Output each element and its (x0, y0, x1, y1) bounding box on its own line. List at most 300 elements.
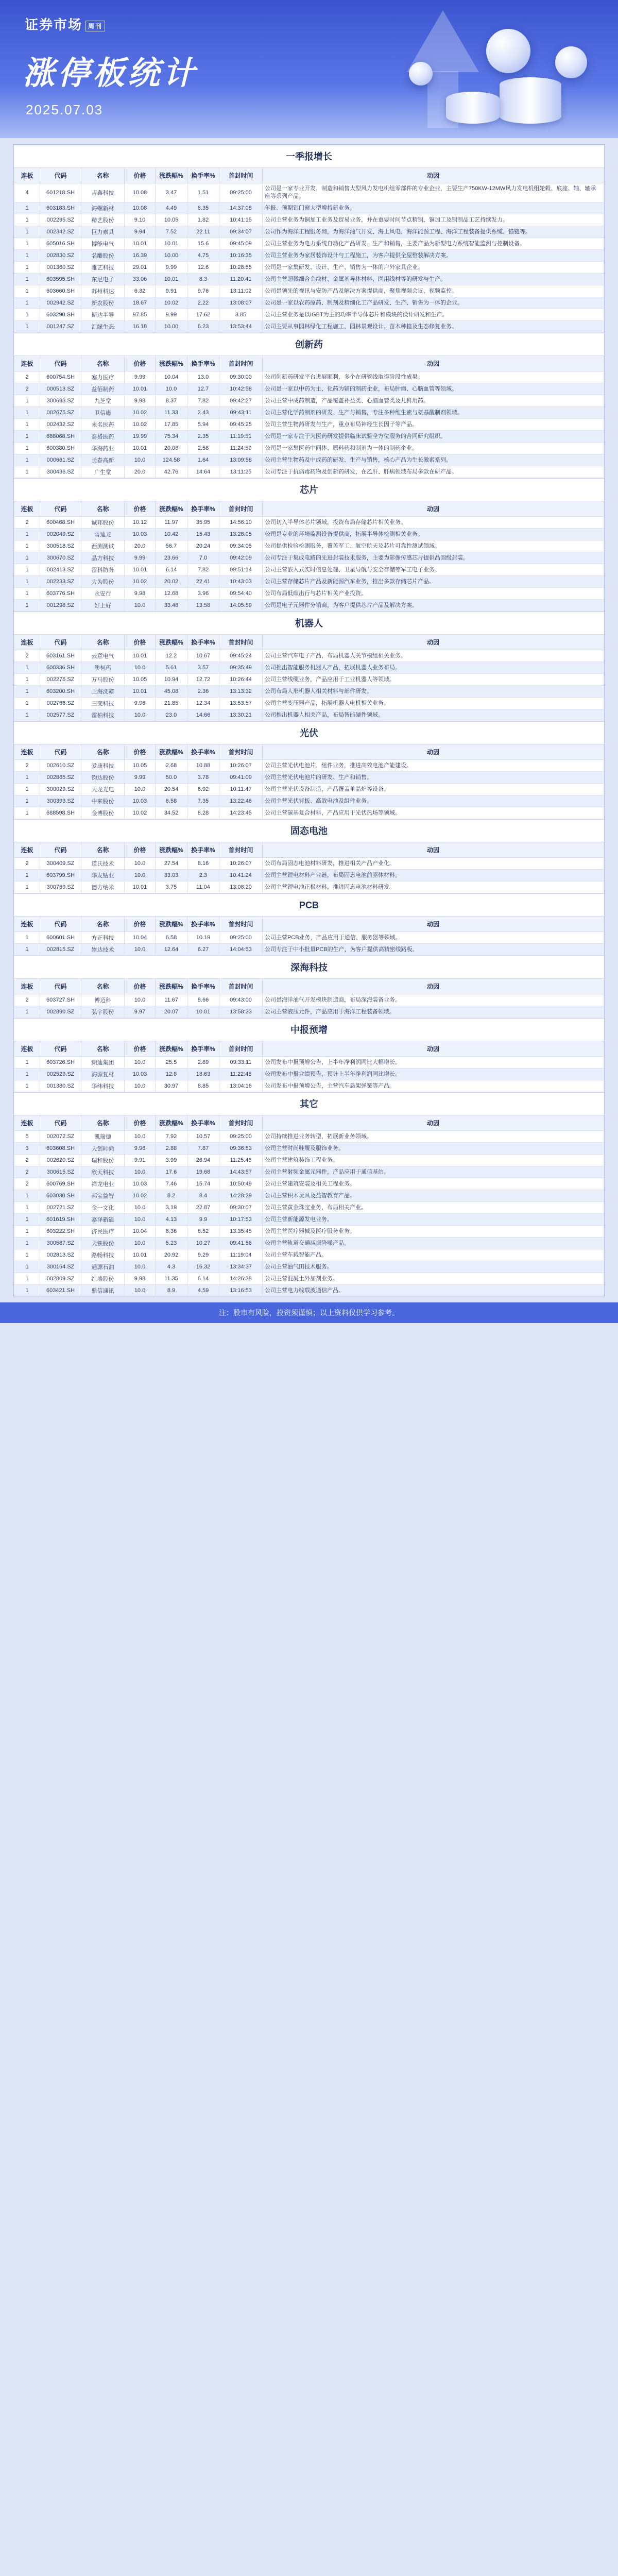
column-header: 价格 (125, 356, 156, 371)
name-cell: 精艺股份 (81, 214, 125, 226)
reason-cell: 公司主营新能源发电业务。 (263, 1214, 604, 1226)
seal-time-cell: 09:54:40 (219, 588, 263, 600)
change-cell: 20.07 (156, 1006, 187, 1018)
code-cell: 002529.SZ (40, 1069, 81, 1080)
price-cell: 10.02 (125, 407, 156, 419)
table-row (14, 760, 604, 772)
turnover-cell: 9.29 (187, 1249, 219, 1261)
reason-cell: 年报、预期铝门窗大型增持新业务。 (263, 202, 604, 214)
reason-cell: 公司主营中成药制造，产品覆盖补益类、心脑血管类及儿科用药。 (263, 395, 604, 407)
code-cell: 001360.SZ (40, 262, 81, 274)
table-header-row (14, 744, 604, 760)
code-cell: 600336.SH (40, 662, 81, 674)
streak-cell: 1 (14, 214, 40, 226)
reason-cell: 公司专注于抗病毒药物及创新药研发，在乙肝、肝病领域布局多款在研产品。 (263, 466, 604, 478)
seal-time-cell: 09:51:14 (219, 564, 263, 576)
change-cell: 7.46 (156, 1178, 187, 1190)
seal-time-cell: 10:43:03 (219, 576, 263, 588)
code-cell: 603726.SH (40, 1057, 81, 1069)
reason-cell: 公司提供检验检测服务，覆盖军工、航空航天及芯片可靠性测试领域。 (263, 540, 604, 552)
change-cell: 3.47 (156, 183, 187, 202)
turnover-cell: 10.88 (187, 760, 219, 772)
seal-time-cell: 09:43:11 (219, 407, 263, 419)
seal-time-cell: 14:56:10 (219, 517, 263, 529)
seal-time-cell: 13:09:58 (219, 454, 263, 466)
price-cell: 10.02 (125, 807, 156, 819)
name-cell: 凯瑞德 (81, 1131, 125, 1143)
change-cell: 23.0 (156, 709, 187, 721)
column-header: 动因 (263, 356, 604, 371)
table-row (14, 529, 604, 540)
column-header: 连板 (14, 1041, 40, 1057)
code-cell: 600601.SH (40, 932, 81, 944)
code-cell: 688598.SH (40, 807, 81, 819)
name-cell: 永安行 (81, 588, 125, 600)
code-cell: 002766.SZ (40, 698, 81, 709)
limit-up-table (14, 1041, 604, 1092)
name-cell: 吉鑫科技 (81, 183, 125, 202)
turnover-cell: 4.75 (187, 250, 219, 262)
streak-cell: 1 (14, 202, 40, 214)
table-row (14, 994, 604, 1006)
turnover-cell: 1.51 (187, 183, 219, 202)
change-cell: 8.2 (156, 1190, 187, 1202)
reason-cell: 公司布局低碳出行与芯片相关产业投资。 (263, 588, 604, 600)
sector-section (14, 956, 604, 1018)
streak-cell: 1 (14, 807, 40, 819)
reason-cell: 公司是专业的环境监测设备提供商，拓展半导体检测相关业务。 (263, 529, 604, 540)
price-cell: 10.01 (125, 650, 156, 662)
seal-time-cell: 13:28:05 (219, 529, 263, 540)
column-header: 连板 (14, 744, 40, 760)
coin-stack-graphic (446, 92, 500, 124)
seal-time-cell: 13:13:32 (219, 686, 263, 698)
column-header: 换手率% (187, 842, 219, 858)
change-cell: 6.36 (156, 1226, 187, 1238)
name-cell: 雪迪龙 (81, 529, 125, 540)
seal-time-cell: 09:42:27 (219, 395, 263, 407)
turnover-cell: 3.78 (187, 772, 219, 784)
price-cell: 10.02 (125, 419, 156, 431)
reason-cell: 公司主营光伏电池片、组件业务，推进高效电池产能建设。 (263, 760, 604, 772)
turnover-cell: 6.23 (187, 321, 219, 333)
table-row (14, 285, 604, 297)
section-title: PCB (14, 893, 604, 916)
turnover-cell: 8.3 (187, 274, 219, 285)
change-cell: 33.48 (156, 600, 187, 612)
name-cell: 博迈科 (81, 994, 125, 1006)
price-cell: 97.85 (125, 309, 156, 321)
name-cell: 华友钴业 (81, 870, 125, 882)
turnover-cell: 2.22 (187, 297, 219, 309)
risk-disclaimer: 注：股市有风险，投资须谨慎；以上资料仅供学习参考。 (0, 1302, 618, 1323)
column-header: 首封时间 (219, 635, 263, 650)
name-cell: 方正科技 (81, 932, 125, 944)
code-cell: 603660.SH (40, 285, 81, 297)
column-header: 首封时间 (219, 168, 263, 183)
seal-time-cell: 09:36:53 (219, 1143, 263, 1155)
table-row (14, 407, 604, 419)
column-header: 涨跌幅% (156, 501, 187, 517)
code-cell: 600468.SH (40, 517, 81, 529)
column-header: 名称 (81, 979, 125, 994)
column-header: 动因 (263, 744, 604, 760)
streak-cell: 2 (14, 760, 40, 772)
change-cell: 2.88 (156, 1143, 187, 1155)
change-cell: 3.99 (156, 1155, 187, 1166)
change-cell: 17.85 (156, 419, 187, 431)
column-header: 名称 (81, 744, 125, 760)
streak-cell: 1 (14, 274, 40, 285)
table-row (14, 686, 604, 698)
column-header: 价格 (125, 917, 156, 932)
table-header-row (14, 1115, 604, 1131)
reason-cell: 公司主营轨道交通减振降噪产品。 (263, 1238, 604, 1249)
streak-cell: 1 (14, 529, 40, 540)
column-header: 名称 (81, 356, 125, 371)
code-cell: 300393.SZ (40, 795, 81, 807)
streak-cell: 1 (14, 784, 40, 795)
code-cell: 002809.SZ (40, 1273, 81, 1285)
reason-cell: 公司主营车载智能产品。 (263, 1249, 604, 1261)
name-cell: 雷柏科技 (81, 709, 125, 721)
code-cell: 300670.SZ (40, 552, 81, 564)
change-cell: 8.37 (156, 395, 187, 407)
table-row (14, 709, 604, 721)
price-cell: 10.0 (125, 1285, 156, 1297)
seal-time-cell: 11:25:46 (219, 1155, 263, 1166)
price-cell: 9.97 (125, 1006, 156, 1018)
name-cell: 钧达股份 (81, 772, 125, 784)
table-row (14, 784, 604, 795)
column-header: 连板 (14, 842, 40, 858)
name-cell: 博能电气 (81, 238, 125, 250)
price-cell: 10.0 (125, 600, 156, 612)
price-cell: 10.0 (125, 1238, 156, 1249)
table-header-row (14, 1041, 604, 1057)
table-row (14, 564, 604, 576)
brand-badge: 周刊 (85, 21, 105, 31)
change-cell: 11.97 (156, 517, 187, 529)
seal-time-cell: 11:24:59 (219, 443, 263, 454)
change-cell: 9.91 (156, 285, 187, 297)
streak-cell: 2 (14, 517, 40, 529)
name-cell: 爱康科技 (81, 760, 125, 772)
turnover-cell: 22.11 (187, 226, 219, 238)
name-cell: 广生堂 (81, 466, 125, 478)
turnover-cell: 10.19 (187, 932, 219, 944)
table-header-row (14, 356, 604, 371)
column-header: 动因 (263, 168, 604, 183)
seal-time-cell: 11:22:48 (219, 1069, 263, 1080)
seal-time-cell: 10:11:47 (219, 784, 263, 795)
coin-graphic (555, 46, 587, 78)
table-row (14, 1178, 604, 1190)
table-row (14, 1202, 604, 1214)
name-cell: 未名医药 (81, 419, 125, 431)
table-row (14, 576, 604, 588)
reason-cell: 公司主营电力线载波通信产品。 (263, 1285, 604, 1297)
change-cell: 10.01 (156, 238, 187, 250)
seal-time-cell: 14:26:38 (219, 1273, 263, 1285)
streak-cell: 2 (14, 858, 40, 870)
page-bottom-padding (0, 1323, 618, 1334)
column-header: 换手率% (187, 1041, 219, 1057)
code-cell: 603776.SH (40, 588, 81, 600)
turnover-cell: 7.87 (187, 1143, 219, 1155)
reason-cell: 公司主营化学药制剂的研发、生产与销售，专注多种维生素与氨基酸制剂领域。 (263, 407, 604, 419)
price-cell: 10.0 (125, 1214, 156, 1226)
seal-time-cell: 13:16:53 (219, 1285, 263, 1297)
reason-cell: 公司持续推进业务转型，拓展新业务领域。 (263, 1131, 604, 1143)
change-cell: 10.00 (156, 321, 187, 333)
name-cell: 大为股份 (81, 576, 125, 588)
price-cell: 9.96 (125, 1143, 156, 1155)
change-cell: 42.76 (156, 466, 187, 478)
table-row (14, 1190, 604, 1202)
column-header: 代码 (40, 635, 81, 650)
streak-cell: 1 (14, 1190, 40, 1202)
reason-cell: 公司主营锂电材料产业链，布局固态电池前驱体材料。 (263, 870, 604, 882)
seal-time-cell: 10:26:07 (219, 858, 263, 870)
price-cell: 9.99 (125, 772, 156, 784)
turnover-cell: 13.58 (187, 600, 219, 612)
streak-cell: 1 (14, 674, 40, 686)
price-cell: 10.02 (125, 576, 156, 588)
column-header: 动因 (263, 842, 604, 858)
code-cell: 002276.SZ (40, 674, 81, 686)
code-cell: 002295.SZ (40, 214, 81, 226)
table-row (14, 807, 604, 819)
code-cell: 002233.SZ (40, 576, 81, 588)
reason-cell: 公司创新药研发平台进展顺利，多个在研管线取得阶段性成果。 (263, 371, 604, 383)
code-cell: 002342.SZ (40, 226, 81, 238)
turnover-cell: 8.16 (187, 858, 219, 870)
change-cell: 12.68 (156, 588, 187, 600)
column-header: 涨跌幅% (156, 356, 187, 371)
name-cell: 朗迪集团 (81, 1057, 125, 1069)
change-cell: 9.99 (156, 309, 187, 321)
reason-cell: 公司主营业务为铜加工业务及贸易业务，并在重要时间节点精铜、铜加工及铜制品工艺持续发力。 (263, 214, 604, 226)
code-cell: 002865.SZ (40, 772, 81, 784)
streak-cell: 5 (14, 1131, 40, 1143)
seal-time-cell: 10:17:53 (219, 1214, 263, 1226)
change-cell: 20.54 (156, 784, 187, 795)
streak-cell: 1 (14, 1273, 40, 1285)
column-header: 价格 (125, 501, 156, 517)
turnover-cell: 1.82 (187, 214, 219, 226)
table-row (14, 540, 604, 552)
price-cell: 10.08 (125, 183, 156, 202)
column-header: 首封时间 (219, 744, 263, 760)
streak-cell: 1 (14, 262, 40, 274)
name-cell: 红墙股份 (81, 1273, 125, 1285)
turnover-cell: 4.59 (187, 1285, 219, 1297)
code-cell: 002620.SZ (40, 1155, 81, 1166)
code-cell: 000513.SZ (40, 383, 81, 395)
price-cell: 29.01 (125, 262, 156, 274)
table-header-row (14, 842, 604, 858)
streak-cell: 2 (14, 1178, 40, 1190)
code-cell: 300164.SZ (40, 1261, 81, 1273)
code-cell: 603799.SH (40, 870, 81, 882)
name-cell: 汇绿生态 (81, 321, 125, 333)
reason-cell: 公司专注于中小批量PCB的生产，为客户提供高精密线路板。 (263, 944, 604, 956)
change-cell: 10.01 (156, 274, 187, 285)
price-cell: 33.06 (125, 274, 156, 285)
change-cell: 21.85 (156, 698, 187, 709)
streak-cell: 1 (14, 698, 40, 709)
section-title: 固态电池 (14, 819, 604, 842)
seal-time-cell: 10:26:07 (219, 760, 263, 772)
turnover-cell: 9.76 (187, 285, 219, 297)
change-cell: 7.92 (156, 1131, 187, 1143)
code-cell: 603161.SH (40, 650, 81, 662)
seal-time-cell: 09:34:05 (219, 540, 263, 552)
change-cell: 27.54 (156, 858, 187, 870)
change-cell: 75.34 (156, 431, 187, 443)
sector-section (14, 612, 604, 721)
table-row (14, 383, 604, 395)
turnover-cell: 26.94 (187, 1155, 219, 1166)
code-cell: 601619.SH (40, 1214, 81, 1226)
reason-cell: 公司主营液压元件，产品应用于海洋工程装备领域。 (263, 1006, 604, 1018)
code-cell: 002049.SZ (40, 529, 81, 540)
column-header: 动因 (263, 635, 604, 650)
coin-graphic (409, 62, 433, 86)
price-cell: 10.0 (125, 858, 156, 870)
streak-cell: 1 (14, 932, 40, 944)
turnover-cell: 8.66 (187, 994, 219, 1006)
reason-cell: 公司切入半导体芯片领域，投资布局存储芯片相关业务。 (263, 517, 604, 529)
price-cell: 16.39 (125, 250, 156, 262)
seal-time-cell: 09:45:24 (219, 650, 263, 662)
reason-cell: 公司主营PCB业务，产品应用于通信、服务器等领域。 (263, 932, 604, 944)
price-cell: 20.0 (125, 466, 156, 478)
seal-time-cell: 3.85 (219, 309, 263, 321)
turnover-cell: 2.58 (187, 443, 219, 454)
streak-cell: 1 (14, 552, 40, 564)
table-row (14, 419, 604, 431)
code-cell: 603200.SH (40, 686, 81, 698)
brand-logo (25, 14, 105, 33)
seal-time-cell: 13:22:46 (219, 795, 263, 807)
change-cell: 10.05 (156, 214, 187, 226)
streak-cell: 1 (14, 1261, 40, 1273)
streak-cell: 1 (14, 395, 40, 407)
column-header: 涨跌幅% (156, 635, 187, 650)
reason-cell: 公司主营油气田技术服务。 (263, 1261, 604, 1273)
price-cell: 9.98 (125, 395, 156, 407)
turnover-cell: 7.0 (187, 552, 219, 564)
seal-time-cell: 14:04:53 (219, 944, 263, 956)
turnover-cell: 19.68 (187, 1166, 219, 1178)
reason-cell: 公司主营射频金属元器件，产品应用于通信基站。 (263, 1166, 604, 1178)
streak-cell: 1 (14, 309, 40, 321)
report-date: 2025.07.03 (26, 102, 104, 117)
turnover-cell: 7.82 (187, 564, 219, 576)
seal-time-cell: 10:41:15 (219, 214, 263, 226)
table-row (14, 443, 604, 454)
section-title: 深海科技 (14, 956, 604, 978)
price-cell: 10.0 (125, 1080, 156, 1092)
change-cell: 3.19 (156, 1202, 187, 1214)
name-cell: 雷科防务 (81, 564, 125, 576)
seal-time-cell: 13:53:44 (219, 321, 263, 333)
table-row (14, 202, 604, 214)
seal-time-cell: 11:19:04 (219, 1249, 263, 1261)
reason-cell: 公司主营医疗器械及医疗服务业务。 (263, 1226, 604, 1238)
table-row (14, 309, 604, 321)
column-header: 首封时间 (219, 1115, 263, 1131)
code-cell: 300436.SZ (40, 466, 81, 478)
seal-time-cell: 13:04:16 (219, 1080, 263, 1092)
column-header: 首封时间 (219, 501, 263, 517)
code-cell: 001298.SZ (40, 600, 81, 612)
turnover-cell: 10.57 (187, 1131, 219, 1143)
column-header: 名称 (81, 1041, 125, 1057)
reason-cell: 公司主营业务是以IGBT为主的功率半导体芯片和模块的设计研发和生产。 (263, 309, 604, 321)
name-cell: 三变科技 (81, 698, 125, 709)
name-cell: 上海洗霸 (81, 686, 125, 698)
reason-cell: 公司是海洋油气开发模块制造商，布局深海装备业务。 (263, 994, 604, 1006)
reason-cell: 公司发布中报预增公告，上半年净利润同比大幅增长。 (263, 1057, 604, 1069)
price-cell: 18.67 (125, 297, 156, 309)
turnover-cell: 6.14 (187, 1273, 219, 1285)
column-header: 价格 (125, 168, 156, 183)
price-cell: 10.04 (125, 932, 156, 944)
change-cell: 10.04 (156, 371, 187, 383)
name-cell: 瑞和股份 (81, 1155, 125, 1166)
name-cell: 名雕股份 (81, 250, 125, 262)
price-cell: 10.0 (125, 870, 156, 882)
code-cell: 300029.SZ (40, 784, 81, 795)
change-cell: 6.58 (156, 795, 187, 807)
change-cell: 50.0 (156, 772, 187, 784)
price-cell: 16.18 (125, 321, 156, 333)
price-cell: 10.0 (125, 1166, 156, 1178)
name-cell: 天创时尚 (81, 1143, 125, 1155)
price-cell: 10.0 (125, 944, 156, 956)
seal-time-cell: 14:37:08 (219, 202, 263, 214)
table-row (14, 214, 604, 226)
price-cell: 6.32 (125, 285, 156, 297)
streak-cell: 1 (14, 772, 40, 784)
streak-cell: 2 (14, 1166, 40, 1178)
price-cell: 9.10 (125, 214, 156, 226)
coin-stack-graphic (500, 77, 561, 124)
seal-time-cell: 10:42:58 (219, 383, 263, 395)
reason-cell: 公司主营碳基复合材料，产品应用于光伏热场等领域。 (263, 807, 604, 819)
column-header: 代码 (40, 501, 81, 517)
name-cell: 金博股份 (81, 807, 125, 819)
name-cell: 九芝堂 (81, 395, 125, 407)
column-header: 连板 (14, 979, 40, 994)
column-header: 代码 (40, 168, 81, 183)
turnover-cell: 6.27 (187, 944, 219, 956)
turnover-cell: 1.64 (187, 454, 219, 466)
name-cell: 澳柯玛 (81, 662, 125, 674)
table-row (14, 600, 604, 612)
limit-up-table (14, 501, 604, 612)
code-cell: 600754.SH (40, 371, 81, 383)
section-title: 其它 (14, 1092, 604, 1115)
turnover-cell: 20.24 (187, 540, 219, 552)
column-header: 换手率% (187, 168, 219, 183)
name-cell: 巨力索具 (81, 226, 125, 238)
page-title: 涨停板统计 (23, 56, 198, 91)
code-cell: 688068.SH (40, 431, 81, 443)
